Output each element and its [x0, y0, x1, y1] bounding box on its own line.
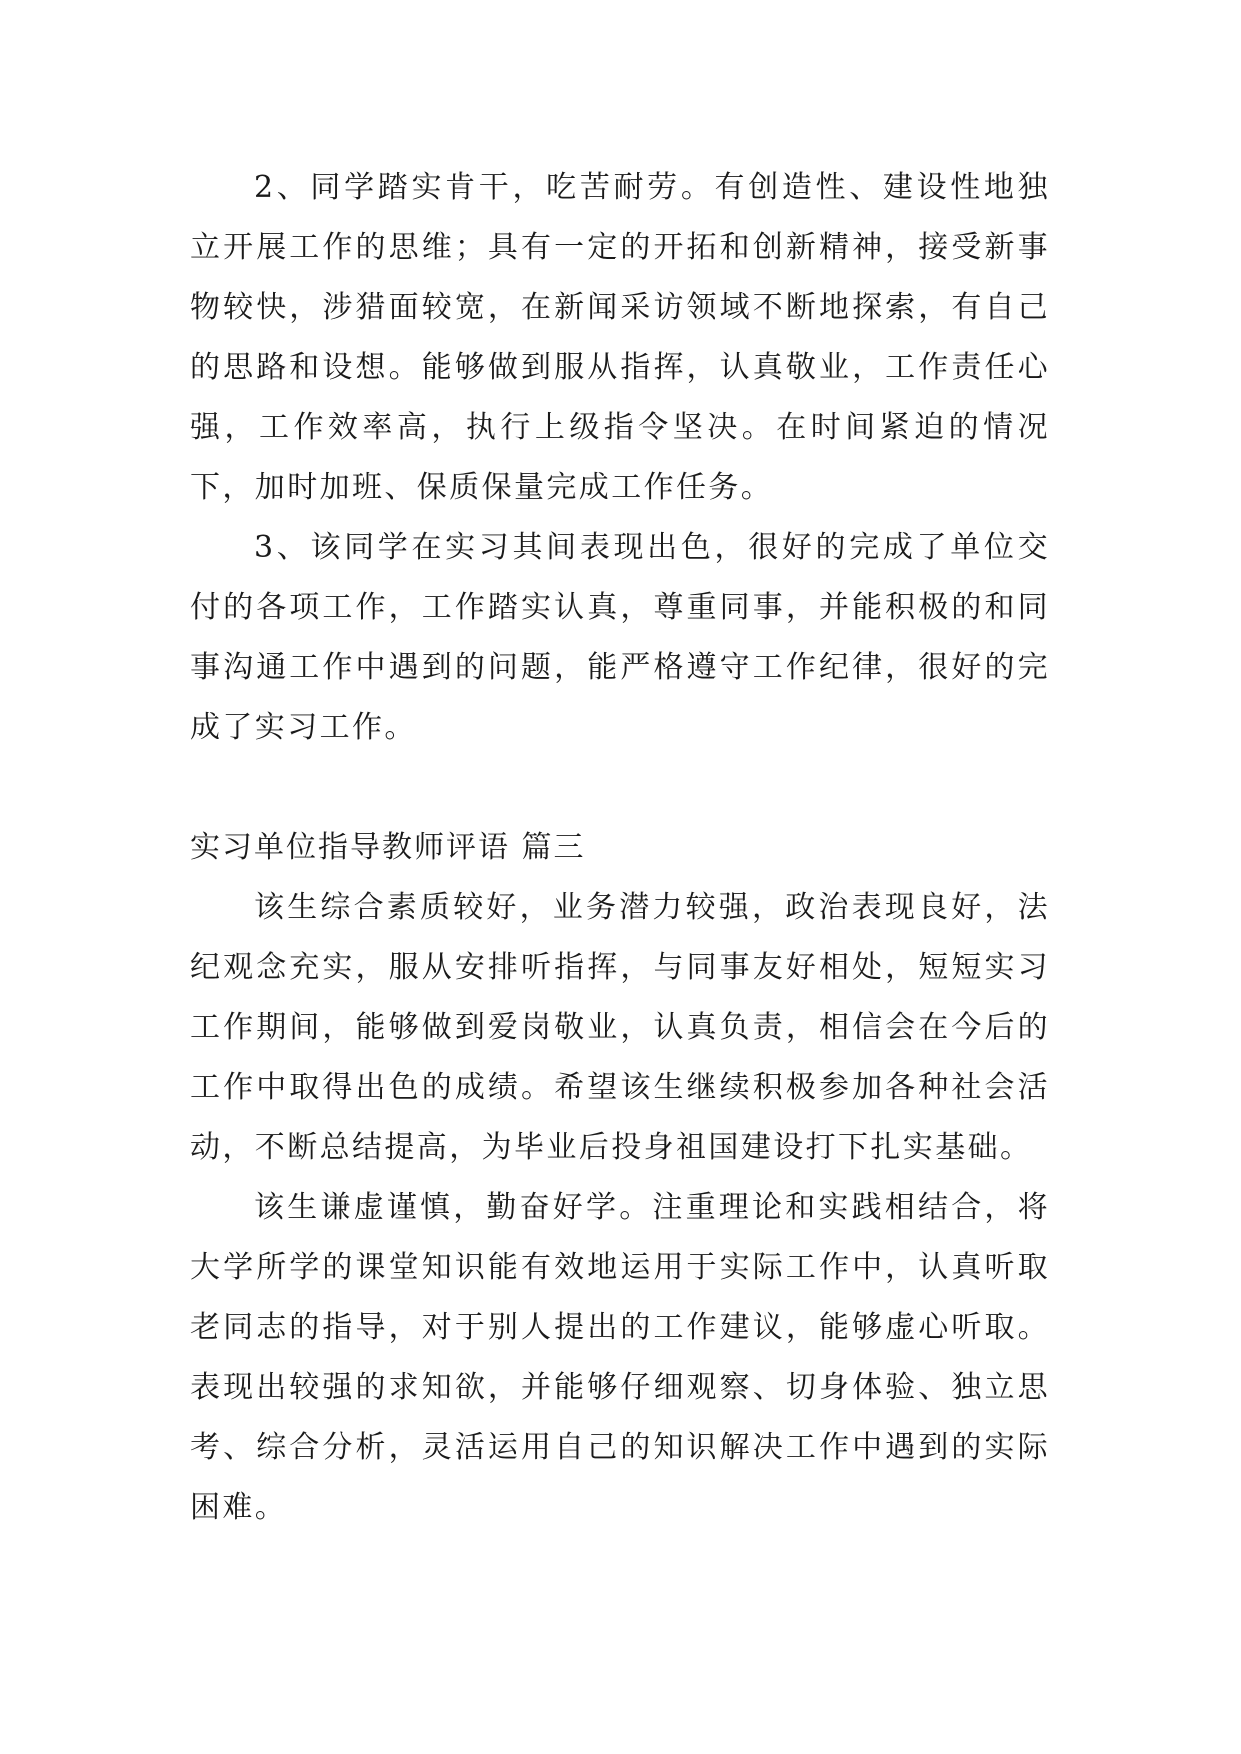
paragraph-item-2: 2、同学踏实肯干，吃苦耐劳。有创造性、建设性地独立开展工作的思维；具有一定的开拓和创新精神，接受新事物较快，涉猎面较宽，在新闻采访领域不断地探索，有自己的思路和设想。能够做到服从指挥，认真敬业，工作责任心强，工作效率高，执行上级指令坚决。在时间紧迫的情况下，加时加班、保质保量完成工作任务。 [190, 170, 1050, 505]
section-heading: 实习单位指导教师评语 篇三 [190, 830, 586, 865]
paragraph-comment-2: 该生谦虚谨慎，勤奋好学。注重理论和实践相结合，将大学所学的课堂知识能有效地运用于实际工作中，认真听取老同志的指导，对于别人提出的工作建议，能够虚心听取。表现出较强的求知欲，并能够仔细观察、切身体验、独立思考、综合分析，灵活运用自己的知识解决工作中遇到的实际困难。 [190, 1190, 1050, 1525]
paragraph-item-3: 3、该同学在实习其间表现出色，很好的完成了单位交付的各项工作，工作踏实认真，尊重同事，并能积极的和同事沟通工作中遇到的问题，能严格遵守工作纪律，很好的完成了实习工作。 [190, 530, 1050, 745]
document-body [190, 158, 1050, 1538]
section-spacer [190, 758, 1050, 818]
paragraph-comment-1: 该生综合素质较好，业务潜力较强，政治表现良好，法纪观念充实，服从安排听指挥，与同事友好相处，短短实习工作期间，能够做到爱岗敬业，认真负责，相信会在今后的工作中取得出色的成绩。希望该生继续积极参加各种社会活动，不断总结提高，为毕业后投身祖国建设打下扎实基础。 [190, 890, 1050, 1165]
